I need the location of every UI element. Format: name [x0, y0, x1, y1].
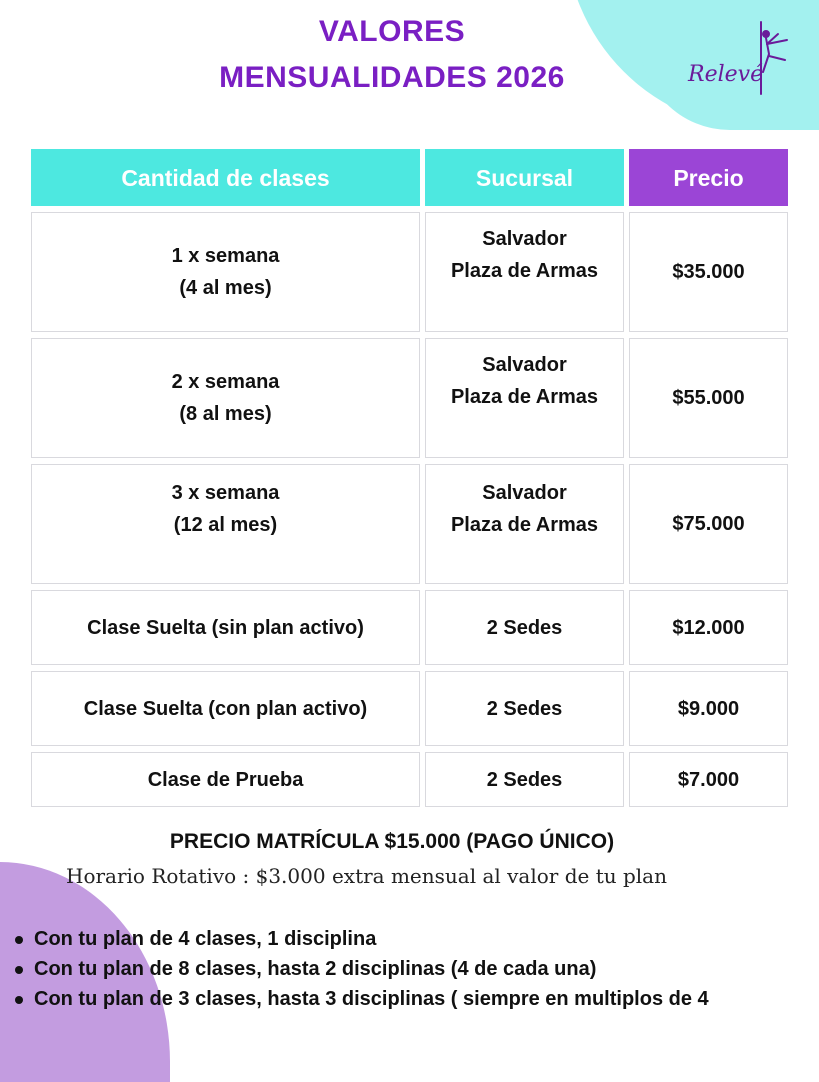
clases-line2: (4 al mes) — [179, 277, 272, 299]
sucursal-line2: Plaza de Armas — [450, 514, 599, 536]
table-cell-precio: $7.000 — [629, 752, 788, 807]
sucursal-line1: Salvador — [482, 354, 567, 376]
table-cell-clases — [31, 464, 420, 584]
table-cell-clases — [31, 212, 420, 332]
table-cell-clases: Clase Suelta (con plan activo) — [31, 671, 420, 746]
column-header-sucursal: Sucursal — [425, 149, 624, 206]
table-cell-sucursal: 2 Sedes — [425, 671, 624, 746]
table-cell-clases — [31, 338, 420, 458]
table-cell-sucursal — [425, 338, 624, 458]
logo-text: Relevé — [688, 62, 764, 87]
column-header-clases: Cantidad de clases — [31, 149, 420, 206]
table-cell-precio: $35.000 — [629, 212, 788, 332]
table-cell-sucursal: 2 Sedes — [425, 590, 624, 665]
table-cell-sucursal — [425, 464, 624, 584]
horario-rotativo-note: Horario Rotativo : $3.000 extra mensual al valor de tu plan — [66, 864, 667, 888]
sucursal-line2: Plaza de Armas — [450, 260, 599, 282]
page-title-line2: MENSUALIDADES 2026 — [219, 61, 565, 94]
table-cell-sucursal: 2 Sedes — [425, 752, 624, 807]
table-cell-precio: $9.000 — [629, 671, 788, 746]
table-cell-precio: $55.000 — [629, 338, 788, 458]
clases-line1: 1 x semana — [171, 245, 280, 267]
list-item: Con tu plan de 4 clases, 1 disciplina — [12, 924, 819, 954]
table-cell-precio: $75.000 — [629, 464, 788, 584]
plan-rules-list — [12, 924, 819, 1014]
clases-line2: (8 al mes) — [179, 403, 272, 425]
clases-line1: 3 x semana — [171, 482, 280, 504]
sucursal-line1: Salvador — [482, 228, 567, 250]
list-item: Con tu plan de 3 clases, hasta 3 disciplinas ( siempre en multiplos de 4 — [12, 984, 819, 1014]
sucursal-line2: Plaza de Armas — [450, 386, 599, 408]
table-cell-clases: Clase Suelta (sin plan activo) — [31, 590, 420, 665]
table-cell-clases: Clase de Prueba — [31, 752, 420, 807]
table-cell-sucursal — [425, 212, 624, 332]
column-header-precio: Precio — [629, 149, 788, 206]
clases-line1: 2 x semana — [171, 371, 280, 393]
page-title-line1: VALORES — [318, 15, 466, 48]
table-cell-precio: $12.000 — [629, 590, 788, 665]
sucursal-line1: Salvador — [482, 482, 567, 504]
clases-line2: (12 al mes) — [173, 514, 278, 536]
list-item: Con tu plan de 8 clases, hasta 2 disciplinas (4 de cada una) — [12, 954, 819, 984]
matricula-price: PRECIO MATRÍCULA $15.000 (PAGO ÚNICO) — [169, 830, 615, 853]
